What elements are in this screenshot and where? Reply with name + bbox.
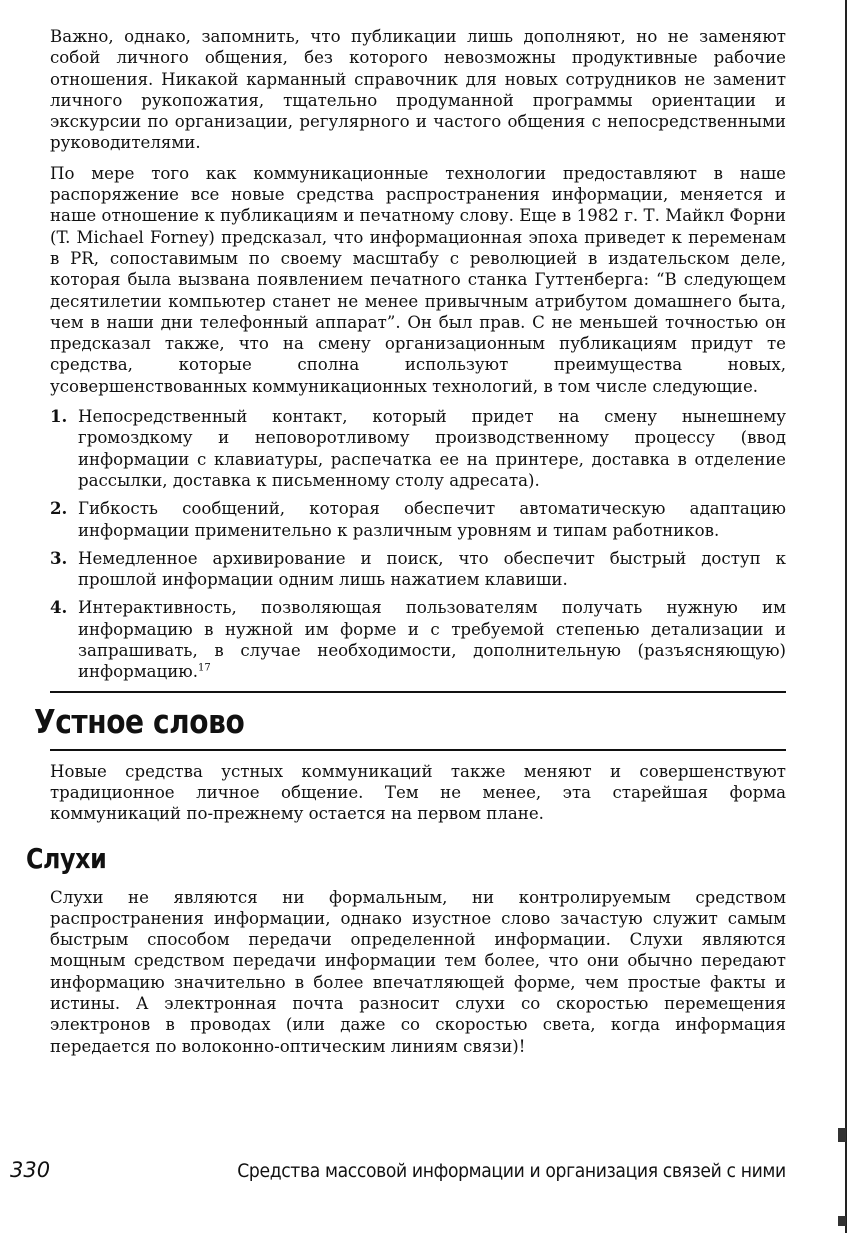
- page-footer: [10, 1158, 786, 1182]
- paragraph-forney: По мере того как коммуникационные технологии предоставляют в наше распоряжение все новые средства распространения информации, меняется и наше отношение к публикациям и печатному слову. Еще в 1982 г. Т. Майкл Форни (T. Michael Forney) предсказал, что информационная эпоха приведет к переменам в PR, сопоставимым по своему масштабу с революцией в издательском деле, которая была вызвана появлением печатного станка Гуттенберга: “В следующем десятилетии компьютер станет не менее привычным атрибутом домашнего быта, чем в наши дни телефонный аппарат”. Он был прав. С не меньшей точностью он предсказал также, что на смену организационным публикациям придут те средства, которые сполна используют преимущества новых, усовершенствованных коммуникационных технологий, в том числе следующие.: [50, 163, 786, 396]
- section-rule-top: [50, 691, 786, 693]
- scan-edge-mark: [838, 1128, 846, 1142]
- list-item-number: 4.: [50, 597, 68, 618]
- scan-edge-mark: [838, 1216, 846, 1226]
- subsection-heading: Слухи: [26, 841, 107, 875]
- section-heading: Устное слово: [34, 701, 245, 741]
- paragraph-rumors: Слухи не являются ни формальным, ни контролируемым средством распространения информации, однако изустное слово зачастую служит самым быстрым способом передачи определенной информации. Слухи являются мощным средством передачи информации тем более, что они обычно передают информацию значительно в более впечатляющей форме, чем простые факты и истины. А электронная почта разносит слухи со скоростью перемещения электронов в проводах (или даже со скоростью света, когда информация передается по волоконно-оптическим линиям связи)!: [50, 887, 786, 1056]
- footnote-ref: 17: [197, 662, 211, 674]
- page-number: 330: [10, 1158, 51, 1182]
- technology-list: [50, 406, 786, 683]
- list-item-number: 1.: [50, 406, 68, 427]
- paragraph-oral: Новые средства устных коммуникаций также меняют и совершенствуют традиционное личное общение. Тем не менее, эта старейшая форма коммуникаций по-прежнему остается на первом плане.: [50, 761, 786, 824]
- list-item-text-wrap: [78, 597, 786, 682]
- list-item-text: Непосредственный контакт, который придет на смену нынешнему громоздкому и неповоротливому производственному процессу (ввод информации с клавиатуры, распечатка ее на принтере, доставка в отделение рассылки, доставка к письменному столу адресата).: [78, 407, 786, 490]
- list-item-number: 2.: [50, 498, 68, 519]
- list-item: [50, 406, 786, 491]
- running-title: Средства массовой информации и организация связей с ними: [237, 1161, 786, 1182]
- list-item-number: 3.: [50, 547, 68, 568]
- list-item-text: Немедленное архивирование и поиск, что обеспечит быстрый доступ к прошлой информации одним лишь нажатием клавиши.: [78, 548, 786, 590]
- page-body: [26, 26, 786, 1057]
- list-item-text: Интерактивность, позволяющая пользователям получать нужную им информацию в нужной им форме и с требуемой степенью детализации и запрашивать, в случае необходимости, дополнительную (разъясняющую) информацию.: [78, 598, 786, 682]
- paragraph-intro: Важно, однако, запомнить, что публикации лишь дополняют, но не заменяют собой личного общения, без которого невозможны продуктивные рабочие отношения. Никакой карманный справочник для новых сотрудников не заменит личного рукопожатия, тщательно продуманной программы ориентации и экскурсии по организации, регулярного и частого общения с непосредственными руководителями.: [50, 27, 786, 153]
- section-rule-top-wrap: [50, 691, 786, 693]
- list-item: [50, 597, 786, 682]
- list-item-text: Гибкость сообщений, которая обеспечит автоматическую адаптацию информации применительно к различным уровням и типам работников.: [78, 499, 786, 540]
- list-item: [50, 498, 786, 541]
- scan-edge-line: [845, 0, 847, 1233]
- list-item: [50, 548, 786, 591]
